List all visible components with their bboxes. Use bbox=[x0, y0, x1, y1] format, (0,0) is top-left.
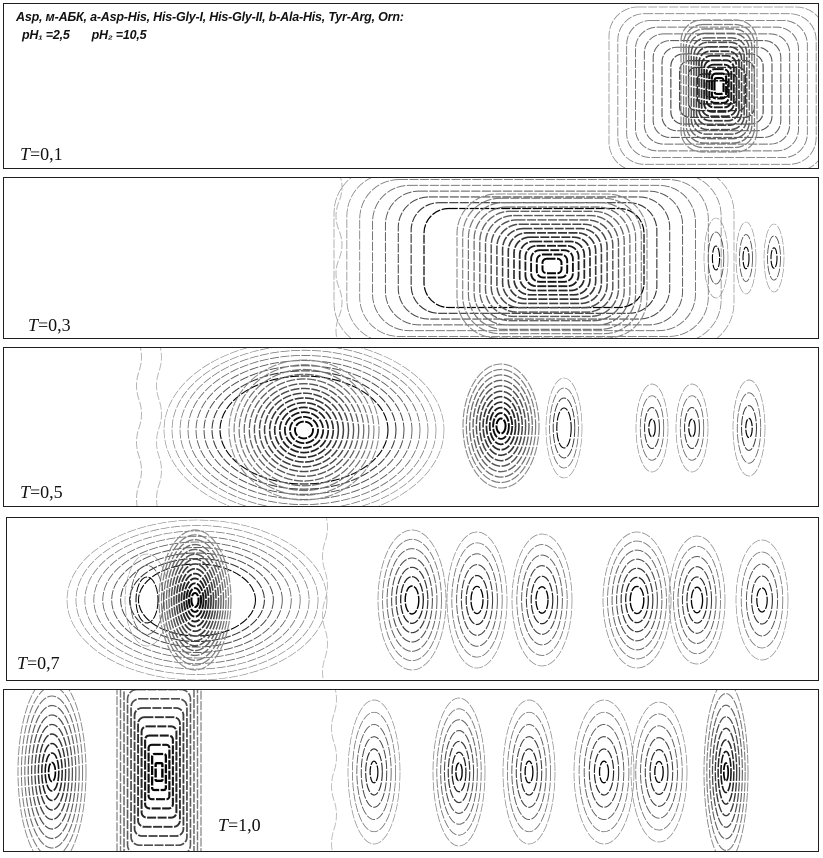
time-label-t01: T=0,1 bbox=[20, 144, 63, 164]
contour-line bbox=[740, 235, 753, 282]
contour-line bbox=[655, 762, 663, 783]
contour-line bbox=[757, 588, 767, 612]
contour-line bbox=[347, 178, 721, 339]
contour-line bbox=[536, 587, 548, 613]
contour-line bbox=[157, 348, 162, 507]
contour-line bbox=[35, 725, 69, 820]
contour-line bbox=[156, 763, 163, 781]
contour-line bbox=[496, 419, 505, 434]
contour-line bbox=[452, 752, 466, 791]
contour-line bbox=[441, 720, 478, 825]
contour-line bbox=[125, 554, 169, 646]
contour-line bbox=[295, 422, 313, 439]
contour-line bbox=[483, 397, 519, 456]
contour-line bbox=[259, 388, 348, 471]
contour-line bbox=[584, 724, 624, 819]
panel-t05 bbox=[3, 347, 819, 507]
contour-line bbox=[771, 248, 777, 268]
contour-line bbox=[764, 224, 784, 292]
contour-line bbox=[336, 178, 342, 339]
contour-line bbox=[486, 216, 619, 317]
panel-t03 bbox=[3, 177, 819, 339]
contour-line bbox=[721, 751, 731, 792]
contour-line bbox=[503, 229, 602, 304]
contour-line bbox=[626, 577, 649, 622]
contour-line bbox=[574, 700, 634, 844]
contour-line bbox=[525, 761, 533, 783]
contour-line bbox=[746, 418, 752, 437]
contour-line bbox=[641, 726, 678, 818]
contour-line bbox=[159, 530, 231, 670]
contour-line bbox=[710, 705, 743, 839]
contour-line bbox=[522, 555, 563, 645]
contour-line bbox=[752, 576, 773, 624]
contour-line bbox=[463, 364, 539, 488]
contour-line bbox=[49, 763, 56, 782]
contour-line bbox=[174, 559, 216, 641]
contour-line bbox=[631, 702, 687, 842]
contour-line bbox=[21, 690, 82, 852]
contour-line bbox=[512, 724, 546, 819]
contour-line bbox=[45, 753, 59, 791]
contour-line bbox=[531, 576, 553, 624]
species-list: Asp, м-АБК, а-Asp-His, His-Gly-I, His-Gly-II, b-Ala-His, Tyr-Arg, Orn: bbox=[16, 10, 404, 24]
contour-line bbox=[546, 378, 582, 478]
contour-line bbox=[557, 408, 571, 448]
contour-line bbox=[704, 218, 728, 298]
contour-line bbox=[361, 737, 386, 808]
contour-line bbox=[164, 348, 444, 507]
contour-line bbox=[447, 532, 507, 668]
contour-line bbox=[589, 737, 618, 808]
contour-line bbox=[280, 407, 328, 452]
contour-line bbox=[636, 27, 799, 151]
contour-line bbox=[550, 388, 579, 468]
contour-line bbox=[239, 369, 369, 490]
contour-line bbox=[466, 576, 488, 625]
contour-line bbox=[508, 233, 595, 299]
contour-line bbox=[736, 222, 756, 294]
time-label-t10: T=1,0 bbox=[218, 815, 261, 835]
time-label-t05: T=0,5 bbox=[20, 482, 63, 502]
contour-plot-t10 bbox=[4, 690, 819, 852]
contour-plot-t05 bbox=[4, 348, 819, 507]
contour-line bbox=[603, 532, 671, 668]
contour-line bbox=[473, 380, 529, 471]
contour-line bbox=[452, 543, 502, 657]
contour-plot-t03 bbox=[4, 178, 819, 339]
contour-line bbox=[244, 374, 364, 486]
contour-line bbox=[579, 712, 629, 832]
contour-line bbox=[249, 379, 358, 481]
contour-line bbox=[594, 749, 613, 795]
contour-line bbox=[685, 407, 700, 448]
contour-line bbox=[220, 376, 388, 484]
contour-line bbox=[503, 700, 555, 844]
contour-line bbox=[645, 738, 672, 807]
contour-line bbox=[348, 700, 400, 844]
contour-line bbox=[712, 717, 739, 828]
contour-line bbox=[121, 553, 274, 647]
contour-line bbox=[737, 393, 760, 463]
contour-line bbox=[136, 577, 158, 623]
contour-line bbox=[387, 549, 437, 652]
contour-line bbox=[676, 384, 708, 472]
contour-line bbox=[471, 586, 483, 613]
contour-line bbox=[768, 236, 781, 280]
contour-line bbox=[724, 763, 728, 781]
contour-line bbox=[617, 559, 658, 641]
contour-line bbox=[650, 750, 668, 795]
contour-line bbox=[188, 355, 420, 504]
contour-line bbox=[275, 403, 334, 458]
contour-line bbox=[437, 709, 481, 835]
contour-line bbox=[468, 203, 635, 330]
contour-line bbox=[152, 754, 166, 790]
contour-line bbox=[691, 587, 702, 613]
contour-line bbox=[456, 763, 462, 781]
contour-line bbox=[112, 548, 283, 653]
panel-t07 bbox=[6, 517, 819, 681]
contour-line bbox=[630, 586, 644, 613]
contour-line bbox=[736, 540, 788, 660]
contour-line bbox=[486, 402, 515, 450]
contour-line bbox=[507, 712, 550, 832]
contour-line bbox=[644, 34, 789, 144]
contour-line bbox=[521, 749, 538, 795]
contour-line bbox=[743, 247, 749, 269]
contour-line bbox=[405, 586, 419, 614]
contour-line bbox=[649, 419, 655, 437]
contour-line bbox=[401, 577, 424, 624]
contour-line bbox=[366, 749, 383, 795]
contour-line bbox=[733, 380, 765, 476]
contour-line bbox=[332, 690, 337, 852]
contour-line bbox=[137, 348, 142, 507]
contour-line bbox=[517, 545, 567, 656]
contour-line bbox=[712, 246, 719, 270]
contour-line bbox=[25, 696, 79, 848]
contour-line bbox=[741, 552, 783, 648]
contour-line bbox=[640, 396, 663, 461]
contour-line bbox=[85, 531, 309, 669]
contour-line bbox=[689, 419, 695, 437]
contour-line bbox=[708, 232, 724, 284]
contour-line bbox=[636, 384, 668, 472]
contour-line bbox=[191, 593, 198, 607]
contour-line bbox=[480, 211, 624, 320]
contour-plot-t07 bbox=[7, 518, 819, 681]
contour-line bbox=[618, 14, 816, 165]
contour-line bbox=[636, 714, 682, 830]
contour-line bbox=[669, 536, 725, 664]
contour-line bbox=[370, 761, 378, 783]
contour-line bbox=[352, 712, 395, 832]
ph2-label: pH₂ =10,5 bbox=[91, 28, 147, 42]
contour-line bbox=[673, 546, 720, 654]
panel-t10 bbox=[3, 689, 819, 852]
contour-line bbox=[687, 577, 707, 623]
panel-t01 bbox=[3, 3, 819, 169]
contour-line bbox=[516, 737, 541, 808]
contour-line bbox=[512, 534, 572, 666]
contour-line bbox=[196, 361, 412, 500]
contour-line bbox=[680, 396, 703, 461]
contour-line bbox=[130, 559, 265, 642]
contour-line bbox=[645, 407, 660, 448]
contour-line bbox=[742, 406, 757, 451]
contour-line bbox=[392, 558, 433, 642]
time-label-t07: T=0,7 bbox=[17, 653, 60, 673]
contour-line bbox=[142, 726, 177, 817]
contour-line bbox=[265, 393, 344, 467]
species-header bbox=[16, 8, 404, 44]
contour-line bbox=[457, 554, 498, 646]
contour-line bbox=[600, 761, 609, 783]
contour-line bbox=[612, 550, 662, 650]
ph1-label: pH₁ =2,5 bbox=[22, 28, 70, 42]
time-label-t03: T=0,3 bbox=[28, 315, 71, 335]
contour-line bbox=[543, 259, 562, 273]
contour-line bbox=[357, 724, 391, 819]
contour-line bbox=[678, 556, 716, 643]
contour-line bbox=[378, 530, 446, 670]
contour-line bbox=[166, 545, 223, 656]
